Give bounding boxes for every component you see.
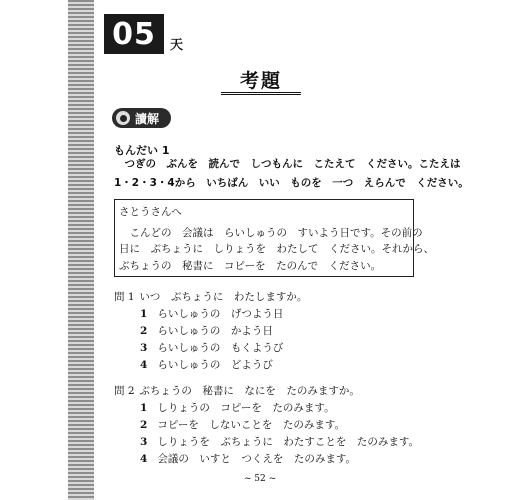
- option-text: らいしゅうの げつよう日: [157, 308, 284, 320]
- option: [140, 340, 283, 355]
- option-text: しりょうの コピーを たのみます。: [157, 402, 335, 414]
- day-number: 05: [112, 16, 156, 52]
- question-text: ぶちょうの 秘書に なにを たのみますか。: [139, 385, 360, 397]
- option-number: 4: [140, 359, 148, 371]
- memo-line-4: ぶちょうの 秘書に コピーを たのんで ください。: [119, 259, 382, 272]
- option-number: 2: [140, 419, 148, 431]
- option-text: らいしゅうの もくようび: [157, 342, 284, 354]
- instruction-line-1: つぎの ぶんを 読んで しつもんに こたえて ください。こたえは: [114, 158, 461, 170]
- question-text: いつ ぶちょうに わたしますか。: [139, 291, 308, 303]
- page-number: ~ 52 ~: [243, 474, 277, 484]
- option: [140, 357, 273, 372]
- day-number-box: [104, 14, 164, 54]
- section-badge: [112, 108, 171, 128]
- question-1: [114, 289, 307, 304]
- option: [140, 323, 273, 338]
- memo-line-3: 日に ぶちょうに しりょうを わたして ください。それから、: [119, 243, 434, 255]
- option-text: らいしゅうの どようび: [157, 359, 273, 371]
- option-number: 3: [140, 436, 148, 448]
- question-number: 問 2: [114, 385, 135, 397]
- option-text: しりょうを ぶちょうに わたすことを たのみます。: [157, 436, 420, 448]
- memo-box: [114, 199, 434, 277]
- option-text: らいしゅうの かよう日: [157, 325, 273, 337]
- question-2: [114, 383, 360, 398]
- day-label: 天: [170, 38, 184, 53]
- memo-line-2: こんどの 会議は らいしゅうの すいよう日です。その前の: [119, 226, 423, 239]
- page-title: [221, 66, 301, 95]
- instruction-line-2: 1・2・3・4から いちばん いい ものを 一つ えらんで ください。: [114, 177, 469, 189]
- option-number: 4: [140, 453, 148, 465]
- mondai-title: もんだい 1: [114, 144, 170, 157]
- option-number: 1: [140, 402, 148, 414]
- option-text: コピーを しないことを たのみます。: [157, 419, 346, 431]
- option-number: 3: [140, 342, 148, 354]
- memo-line-1: さとうさんへ: [119, 206, 182, 218]
- option: [140, 400, 335, 415]
- option-number: 1: [140, 308, 148, 320]
- option: [140, 434, 419, 449]
- section-label: 讀解: [135, 111, 160, 126]
- question-number: 問 1: [114, 291, 135, 303]
- option: [140, 306, 283, 321]
- option-text: 会議の いすと つくえを たのみます。: [157, 453, 357, 465]
- option: [140, 451, 356, 466]
- bullet-icon: [116, 111, 130, 125]
- page-edge-stripe: [68, 0, 94, 500]
- page-title-text: 考題: [239, 69, 282, 92]
- option-number: 2: [140, 325, 148, 337]
- option: [140, 417, 345, 432]
